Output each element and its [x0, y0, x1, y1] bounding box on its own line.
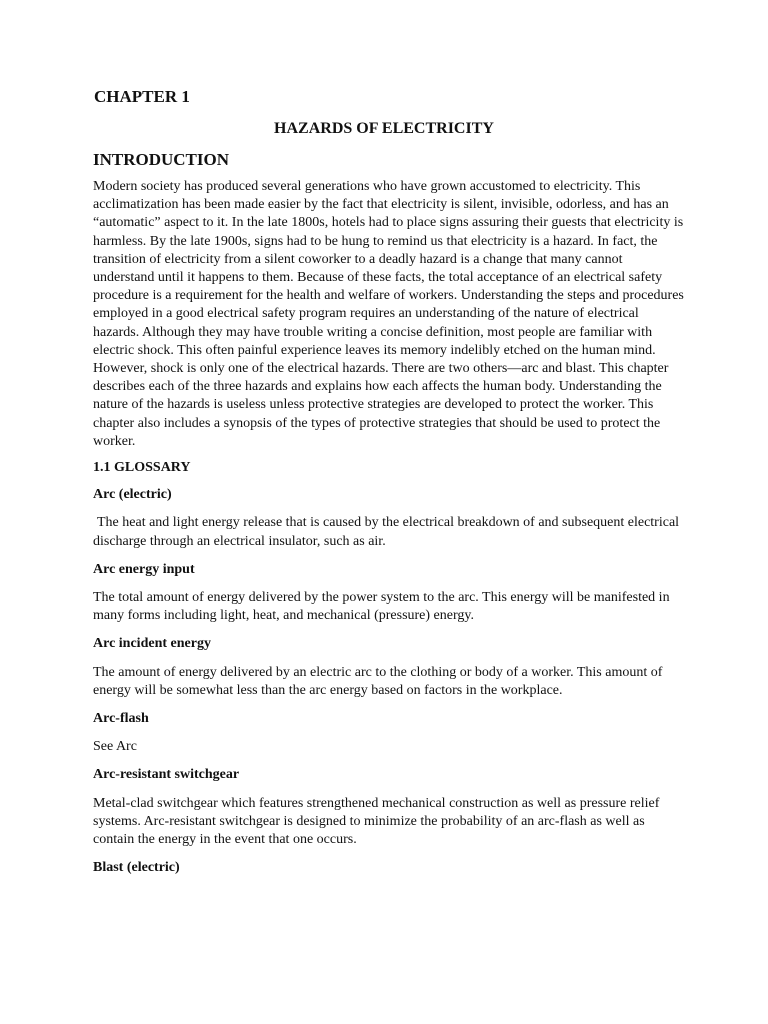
chapter-title: HAZARDS OF ELECTRICITY — [274, 120, 494, 137]
glossary-term: Arc-resistant switchgear — [93, 767, 240, 783]
chapter-label: CHAPTER 1 — [94, 87, 190, 106]
glossary-definition: The heat and light energy release that is caused by the electrical breakdown of and subsequent electrical discharge through an electrical insulator, such as air. — [93, 515, 680, 549]
introduction-heading: INTRODUCTION — [93, 150, 230, 169]
glossary-term: Arc-flash — [93, 711, 149, 727]
introduction-paragraph: Modern society has produced several generations who have grown accustomed to electricity. This acclimatization has been made easier by the fact that electricity is silent, invisible, odorless, and has an “automatic” aspect to it. In the late 1800s, hotels had to place signs assuring their guests that electricity is harmless. By the late 1900s, signs had to be hung to remind us that electricity is a hazard. In fact, the transition of electricity from a silent coworker to a deadly hazard is a change that many cannot understand until it happens to them. Because of these facts, the total acceptance of an electrical safety procedure is a requirement for the health and welfare of workers. Understanding the steps and procedures employed in a good electrical safety program requires an understanding of the nature of electrical hazards. Although they may have trouble writing a concise definition, most people are familiar with electric shock. This often painful experience leaves its memory indelibly etched on the human mind. However, shock is only one of the electrical hazards. There are two others—arc and blast. This chapter describes each of the three hazards and explains how each affects the human body. Understanding the nature of the hazards is useless unless protective strategies are developed to protect the worker. This chapter also includes a synopsis of the types of protective strategies that should be used to protect the worker. — [93, 179, 684, 449]
glossary-heading: 1.1 GLOSSARY — [93, 460, 191, 476]
glossary-definition: Metal-clad switchgear which features strengthened mechanical construction as well as pressure relief systems. Arc-resistant switchgear is designed to minimize the probability of an arc-flash as well as contain the energy in the event that one occurs. — [93, 795, 660, 848]
glossary-definition: The total amount of energy delivered by the power system to the arc. This energy will be manifested in many forms including light, heat, and mechanical (pressure) energy. — [93, 590, 670, 624]
glossary-definition: The amount of energy delivered by an electric arc to the clothing or body of a worker. This amount of energy will be somewhat less than the arc energy based on factors in the workplace. — [93, 664, 663, 698]
glossary-definition: See Arc — [93, 739, 137, 755]
document-body — [93, 178, 687, 888]
glossary-term: Arc energy input — [93, 561, 195, 577]
glossary-term: Arc (electric) — [93, 487, 172, 503]
glossary-term: Arc incident energy — [93, 636, 211, 652]
glossary-term: Blast (electric) — [93, 860, 180, 876]
